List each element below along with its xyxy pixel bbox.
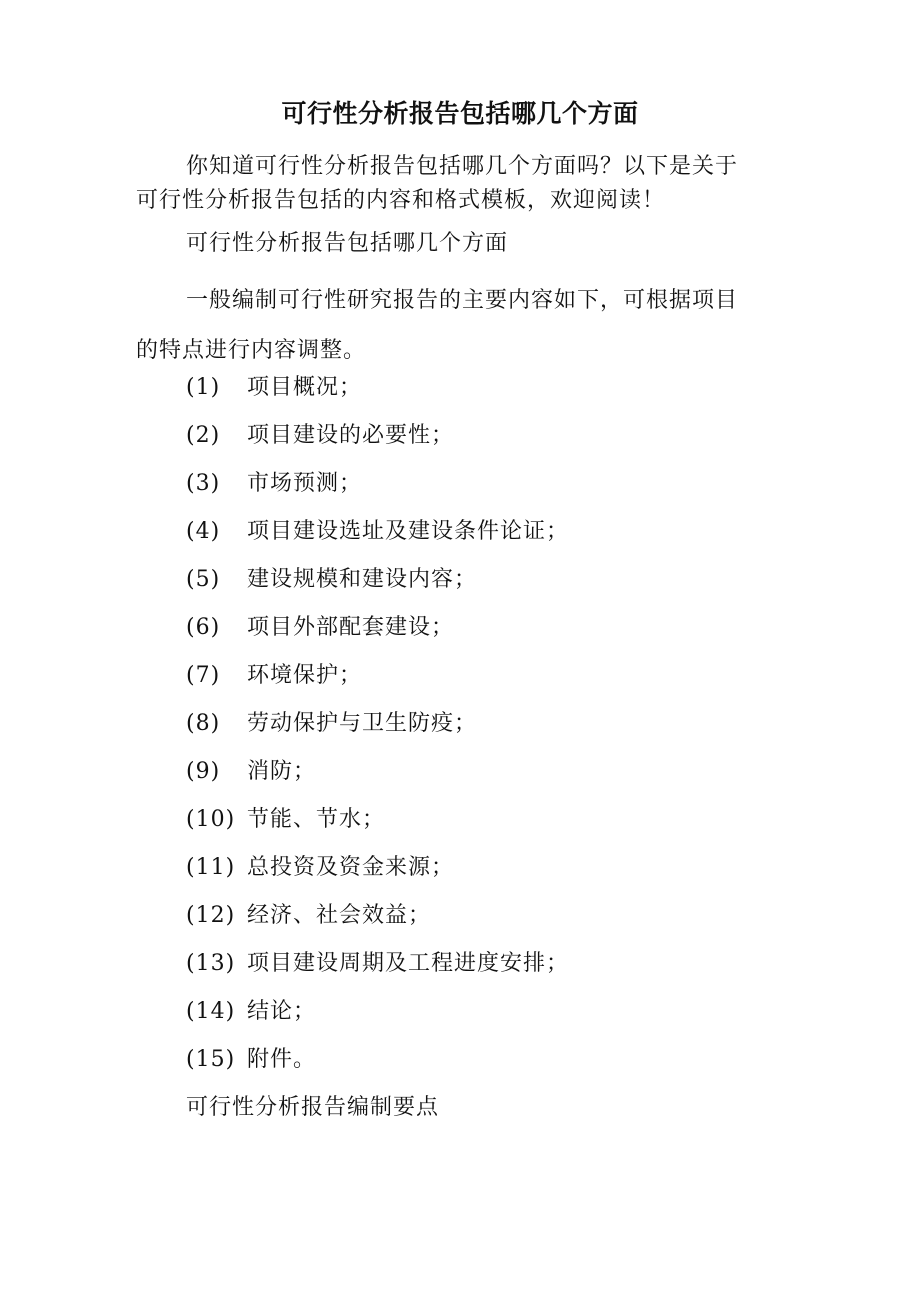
list-item-text: 项目概况； [247,375,363,400]
intro-line-2: 可行性分析报告包括的内容和格式模板，欢迎阅读！ [136,188,666,213]
list-item-text: 总投资及资金来源； [247,855,455,880]
list-item [186,1042,569,1090]
list-item-text: 劳动保护与卫生防疫； [247,711,478,736]
intro-paragraph [136,150,786,218]
list-item-number: (13) [186,951,236,976]
list-item-text: 附件。 [247,1047,317,1072]
list-item-number: (7) [186,663,221,688]
list-item-text: 环境保护； [247,663,363,688]
list-item [186,706,569,754]
list-item-number: (3) [186,471,221,496]
list-item [186,802,569,850]
list-item-number: (8) [186,711,221,736]
list-item-text: 项目建设选址及建设条件论证； [247,519,570,544]
contents-list [186,370,569,1090]
list-item [186,898,569,946]
list-item-text: 消防； [247,759,317,784]
intro-line-1: 你知道可行性分析报告包括哪几个方面吗？以下是关于 [186,154,739,179]
list-item-text: 结论； [247,999,317,1024]
list-item-text: 市场预测； [247,471,363,496]
list-item [186,370,569,418]
list-item-number: (11) [186,855,236,880]
list-item-number: (2) [186,423,221,448]
list-item-number: (14) [186,999,236,1024]
list-item [186,514,569,562]
list-item [186,754,569,802]
list-item [186,466,569,514]
list-item-number: (9) [186,759,221,784]
section-heading-key-points: 可行性分析报告编制要点 [186,1095,440,1120]
list-item-number: (4) [186,519,221,544]
list-item-text: 项目建设周期及工程进度安排； [247,951,570,976]
general-line-1: 一般编制可行性研究报告的主要内容如下，可根据项目 [186,288,739,313]
general-paragraph [136,276,786,376]
list-item-text: 建设规模和建设内容； [247,567,478,592]
list-item [186,850,569,898]
general-line-2: 的特点进行内容调整。 [136,338,367,363]
list-item [186,946,569,994]
list-item-number: (10) [186,807,236,832]
list-item-text: 项目建设的必要性； [247,423,455,448]
list-item-text: 节能、节水； [247,807,386,832]
list-item-number: (6) [186,615,221,640]
list-item [186,610,569,658]
list-item-number: (15) [186,1047,236,1072]
list-item [186,418,569,466]
page-title: 可行性分析报告包括哪几个方面 [281,99,639,128]
list-item [186,994,569,1042]
list-item-number: (5) [186,567,221,592]
section-heading-contents: 可行性分析报告包括哪几个方面 [186,231,509,256]
list-item-number: (12) [186,903,236,928]
list-item [186,562,569,610]
list-item-number: (1) [186,375,221,400]
list-item [186,658,569,706]
list-item-text: 项目外部配套建设； [247,615,455,640]
list-item-text: 经济、社会效益； [247,903,432,928]
